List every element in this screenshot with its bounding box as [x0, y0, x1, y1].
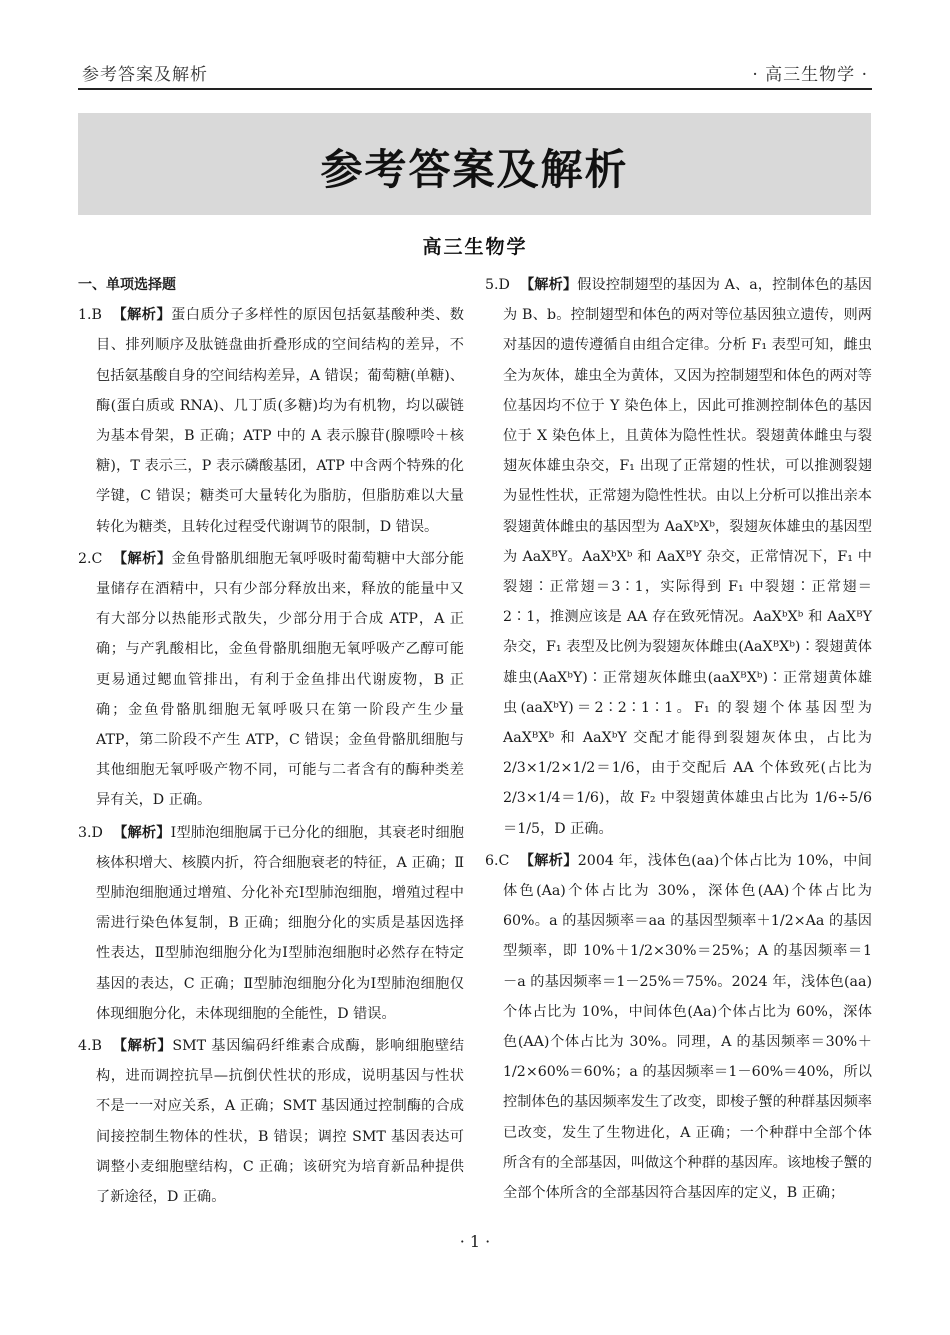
answer-text: SMT 基因编码纤维素合成酶，影响细胞壁结构，进而调控抗旱—抗倒伏性状的形成，说明基因与性状不是一一对应关系，A 正确；SMT 基因通过控制酶的合成间接控制生物体的性状，B 错误；调控 SMT 基因表达可调整小麦细胞壁结构，C 正确；该研究为培育新品种提供了新途径，D 正确。: [96, 1038, 464, 1206]
answer-number: 4.: [78, 1038, 92, 1055]
answer-text: 假设控制翅型的基因为 A、a，控制体色的基因为 B、b。控制翅型和体色的两对等位基因独立遗传，则两对基因的遗传遵循自由组合定律。分析 F₁ 表型可知，雌虫全为灰体，雄虫全为黄体，又因为控制翅型和体色的两对等位基因均不位于 Y 染色体上，因此可推测控制体色的基因位于 X 染色体上，且黄体为隐性性状。裂翅黄体雌虫与裂翅灰体雄虫杂交，F₁ 出现了正常翅的性状，可以推测裂翅为显性性状，正常翅为隐性性状。由以上分析可以推出亲本裂翅黄体雌虫的基因型为 AaXᵇXᵇ，裂翅灰体雄虫的基因型为 AaXᴮY。AaXᵇXᵇ 和 AaXᴮY 杂交，正常情况下，F₁ 中裂翅∶正常翅＝3∶1，实际得到 F₁ 中裂翅∶正常翅＝2∶1，推测应该是 AA 存在致死情况。AaXᵇXᵇ 和 AaXᴮY 杂交，F₁ 表型及比例为裂翅灰体雌虫(AaXᴮXᵇ)∶裂翅黄体雄虫(AaXᵇY)∶正常翅灰体雌虫(aaXᴮXᵇ)∶正常翅黄体雄虫(aaXᵇY)＝2∶2∶1∶1。F₁ 的裂翅个体基因型为 AaXᴮXᵇ 和 AaXᵇY 交配才能得到裂翅灰体虫，占比为 2/3×1/2×1/2＝1/6，由于交配后 AA 个体致死(占比为 2/3×1/4＝1/6)，故 F₂ 中裂翅黄体雄虫占比为 1/6÷5/6＝1/5，D 正确。: [503, 277, 872, 837]
section-heading: 一、单项选择题: [78, 277, 176, 293]
answer-number: 5.: [485, 277, 499, 293]
answer-choice: B: [91, 1038, 102, 1055]
header-subject: · 高三生物学 ·: [752, 65, 868, 85]
answer-number: 2.: [78, 550, 92, 567]
header-rule: [78, 88, 872, 90]
answer-item: [78, 300, 464, 542]
answer-choice: B: [91, 307, 102, 324]
answer-number: 1.: [78, 307, 92, 324]
answer-text: Ⅰ型肺泡细胞属于已分化的细胞，其衰老时细胞核体积增大、核膜内折，符合细胞衰老的特征，A 正确；Ⅱ型肺泡细胞通过增殖、分化补充Ⅰ型肺泡细胞，增殖过程中需进行染色体复制，B 正确；细胞分化的实质是基因选择性表达，Ⅱ型肺泡细胞分化为Ⅰ型肺泡细胞时必然存在特定基因的表达，C 正确；Ⅱ型肺泡细胞分化为Ⅰ型肺泡细胞仅体现细胞分化，未体现细胞的全能性，D 错误。: [96, 824, 464, 1022]
analysis-tag: 【解析】: [112, 550, 172, 567]
right-column: [485, 270, 872, 1210]
answer-item: [485, 846, 872, 1208]
title-banner: [78, 113, 871, 215]
left-column: [78, 270, 464, 1214]
analysis-tag: 【解析】: [111, 307, 172, 324]
answer-item: [78, 818, 464, 1029]
page-title: 参考答案及解析: [320, 145, 629, 194]
answer-text: 2004 年，浅体色(aa)个体占比为 10%，中间体色(Aa)个体占比为 30%，深体色(AA)个体占比为 60%。a 的基因频率＝aa 的基因型频率＋1/2×Aa 的基因型频率，即 10%＋1/2×30%＝25%；A 的基因频率＝1－a 的基因频率＝1－25%＝75%。2024 年，浅体色(aa)个体占比为 10%，中间体色(Aa)个体占比为 60%，深体色(AA)个体占比为 30%。同理，A 的基因频率＝30%＋1/2×60%＝60%；a 的基因频率＝1－60%＝40%，所以控制体色的基因频率发生了改变，即梭子蟹的种群基因频率已改变，发生了生物进化，A 正确；一个种群中全部个体所含有的全部基因，叫做这个种群的基因库。该地梭子蟹的全部个体所含的全部基因符合基因库的定义，B 正确；: [503, 852, 872, 1202]
page-number: · 1 ·: [459, 1232, 491, 1251]
answer-item: [78, 544, 464, 816]
answer-number: 6.: [485, 852, 499, 869]
answer-choice: C: [91, 550, 103, 567]
answer-text: 蛋白质分子多样性的原因包括氨基酸种类、数目、排列顺序及肽链盘曲折叠形成的空间结构的差异，不包括氨基酸自身的空间结构差异，A 错误；葡萄糖(单糖)、酶(蛋白质或 RNA)、几丁质(多糖)均为有机物，均以碳链为基本骨架，B 正确；ATP 中的 A 表示腺苷(腺嘌呤＋核糖)，T 表示三，P 表示磷酸基团，ATP 中含两个特殊的化学键，C 错误；糖类可大量转化为脂肪，但脂肪难以大量转化为糖类，且转化过程受代谢调节的限制，D 错误。: [96, 307, 464, 535]
analysis-tag: 【解析】: [519, 277, 578, 293]
answer-text: 金鱼骨骼肌细胞无氧呼吸时葡萄糖中大部分能量储存在酒精中，只有少部分释放出来，释放的能量中又有大部分以热能形式散失，少部分用于合成 ATP，A 正确；与产乳酸相比，金鱼骨骼肌细胞无氧呼吸产乙醇可能更易通过鳃血管排出，有利于金鱼排出代谢废物，B 正确；金鱼骨骼肌细胞无氧呼吸只在第一阶段产生少量 ATP，第二阶段不产生 ATP，C 错误；金鱼骨骼肌细胞与其他细胞无氧呼吸产物不同，可能与二者含有的酶种类差异有关，D 正确。: [96, 550, 464, 809]
answer-number: 3.: [78, 824, 92, 841]
header-left-title: 参考答案及解析: [82, 65, 208, 85]
answer-choice: C: [498, 852, 510, 869]
answer-item: [78, 1031, 464, 1212]
answer-choice: D: [91, 824, 103, 841]
analysis-tag: 【解析】: [519, 852, 578, 869]
analysis-tag: 【解析】: [112, 824, 171, 841]
answer-item: [485, 270, 872, 844]
analysis-tag: 【解析】: [111, 1038, 173, 1055]
subject-title: 高三生物学: [422, 236, 528, 258]
answer-choice: D: [498, 277, 510, 293]
running-header: [78, 58, 872, 92]
